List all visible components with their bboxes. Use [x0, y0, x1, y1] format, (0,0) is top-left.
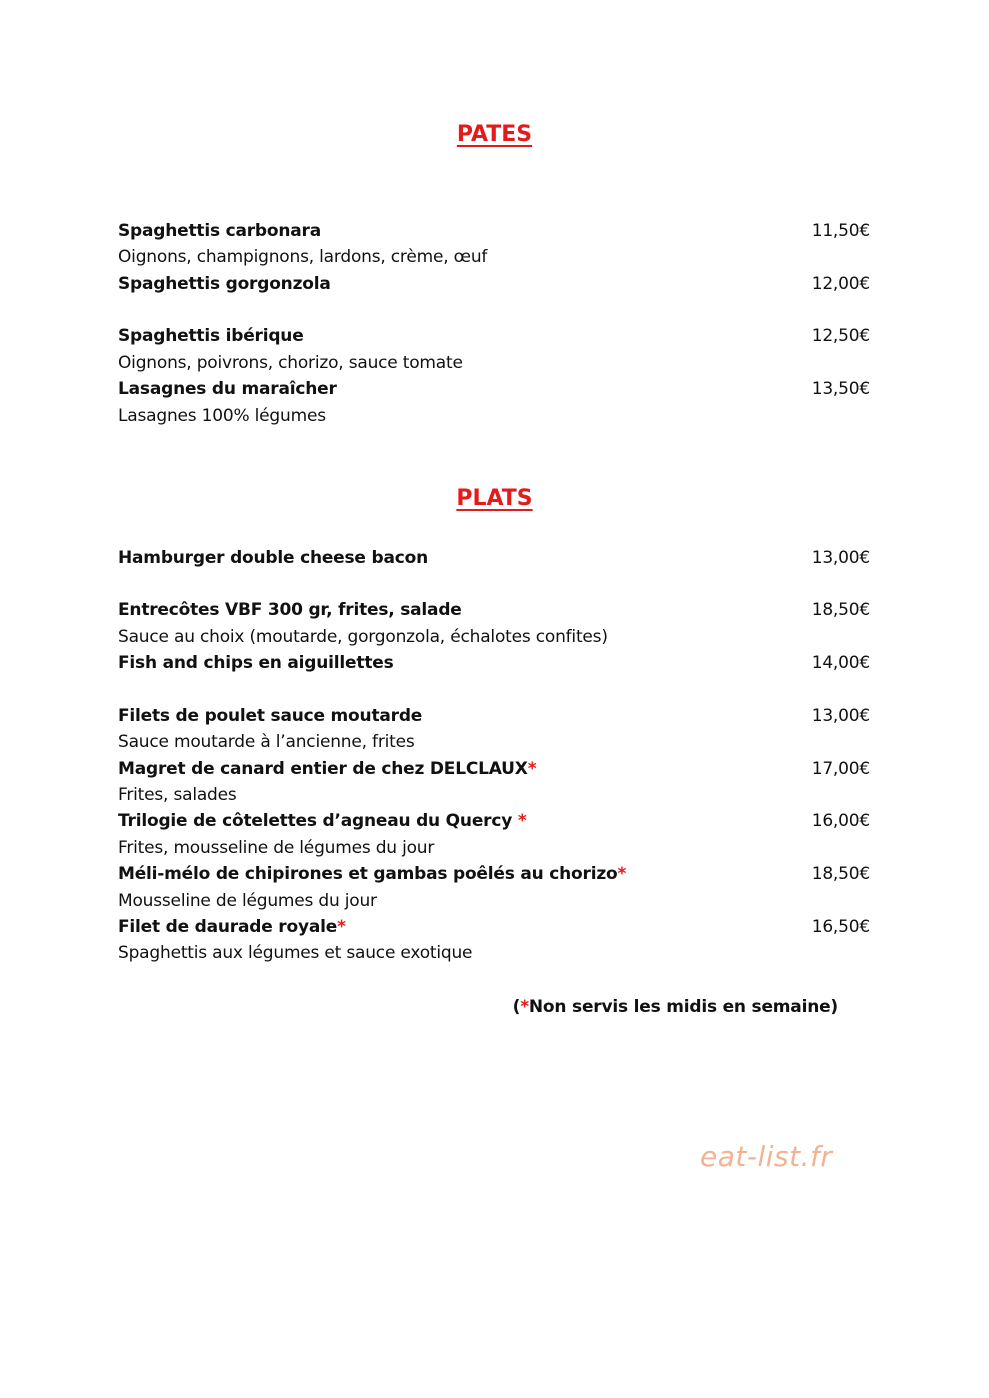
dish-price: 13,50€ [811, 379, 870, 399]
dish-description: Oignons, champignons, lardons, crème, œuf [118, 247, 488, 267]
dish-price: 18,50€ [811, 864, 870, 884]
menu-item-spaghettis-gorgonzola [118, 271, 870, 297]
watermark-text: eat-list.fr [700, 1140, 833, 1173]
dish-description-row [118, 888, 870, 914]
dish-price: 12,00€ [811, 274, 870, 294]
asterisk-marker: * [520, 997, 529, 1017]
dish-description: Frites, mousseline de légumes du jour [118, 838, 435, 858]
asterisk-marker: * [337, 917, 346, 937]
footnote [513, 994, 838, 1020]
dish-name: Fish and chips en aiguillettes [118, 653, 394, 673]
dish-description: Lasagnes 100% légumes [118, 406, 326, 426]
dish-name: Méli-mélo de chipirones et gambas poêlés au chorizo [118, 864, 618, 884]
menu-item-filets-de-poulet [118, 703, 870, 729]
dish-name: Spaghettis gorgonzola [118, 274, 331, 294]
dish-name: Filets de poulet sauce moutarde [118, 706, 423, 726]
asterisk-marker: * [527, 759, 537, 779]
menu-item-spaghettis-iberique [118, 323, 870, 349]
section-title-plats: PLATS [456, 486, 533, 511]
dish-description-row [118, 244, 870, 270]
dish-description-row [118, 403, 870, 429]
dish-price: 14,00€ [811, 653, 870, 673]
dish-name: Magret de canard entier de chez DELCLAUX [118, 759, 528, 779]
menu-item-hamburger [118, 545, 870, 571]
dish-name: Spaghettis carbonara [118, 221, 322, 241]
menu-item-magret-de-canard [118, 756, 870, 782]
dish-description: Sauce au choix (moutarde, gorgonzola, échalotes confites) [118, 627, 608, 647]
section-title-pates: PATES [456, 122, 533, 147]
dish-name: Filet de daurade royale [118, 917, 338, 937]
dish-description: Sauce moutarde à l’ancienne, frites [118, 732, 415, 752]
footnote-open-paren: ( [512, 997, 521, 1017]
dish-price: 12,50€ [811, 326, 870, 346]
dish-description-row [118, 350, 870, 376]
menu-item-meli-melo-chipirones [118, 861, 870, 887]
dish-description: Frites, salades [118, 785, 237, 805]
dish-price: 17,00€ [811, 759, 870, 779]
menu-item-entrecotes [118, 597, 870, 623]
footnote-text: Non servis les midis en semaine) [528, 997, 838, 1017]
menu-item-fish-and-chips [118, 650, 870, 676]
dish-name: Spaghettis ibérique [118, 326, 304, 346]
dish-price: 16,00€ [811, 811, 870, 831]
dish-name: Entrecôtes VBF 300 gr, frites, salade [118, 600, 462, 620]
dish-price: 16,50€ [811, 917, 870, 937]
dish-description: Mousseline de légumes du jour [118, 891, 377, 911]
dish-description-row [118, 729, 870, 755]
asterisk-marker: * [517, 811, 527, 831]
dish-name: Lasagnes du maraîcher [118, 379, 337, 399]
menu-item-spaghettis-carbonara [118, 218, 870, 244]
dish-description: Oignons, poivrons, chorizo, sauce tomate [118, 353, 463, 373]
menu-item-lasagnes-du-maraicher [118, 376, 870, 402]
dish-description-row [118, 835, 870, 861]
asterisk-marker: * [617, 864, 627, 884]
dish-name: Hamburger double cheese bacon [118, 548, 428, 568]
dish-price: 13,00€ [811, 706, 870, 726]
dish-description-row [118, 624, 870, 650]
menu-item-trilogie-agneau [118, 808, 870, 834]
dish-description-row [118, 782, 870, 808]
dish-description-row [118, 940, 870, 966]
dish-name: Trilogie de côtelettes d’agneau du Quercy [118, 811, 518, 831]
menu-item-filet-de-daurade [118, 914, 870, 940]
dish-price: 18,50€ [811, 600, 870, 620]
dish-description: Spaghettis aux légumes et sauce exotique [118, 943, 473, 963]
dish-price: 11,50€ [811, 221, 870, 241]
dish-price: 13,00€ [811, 548, 870, 568]
